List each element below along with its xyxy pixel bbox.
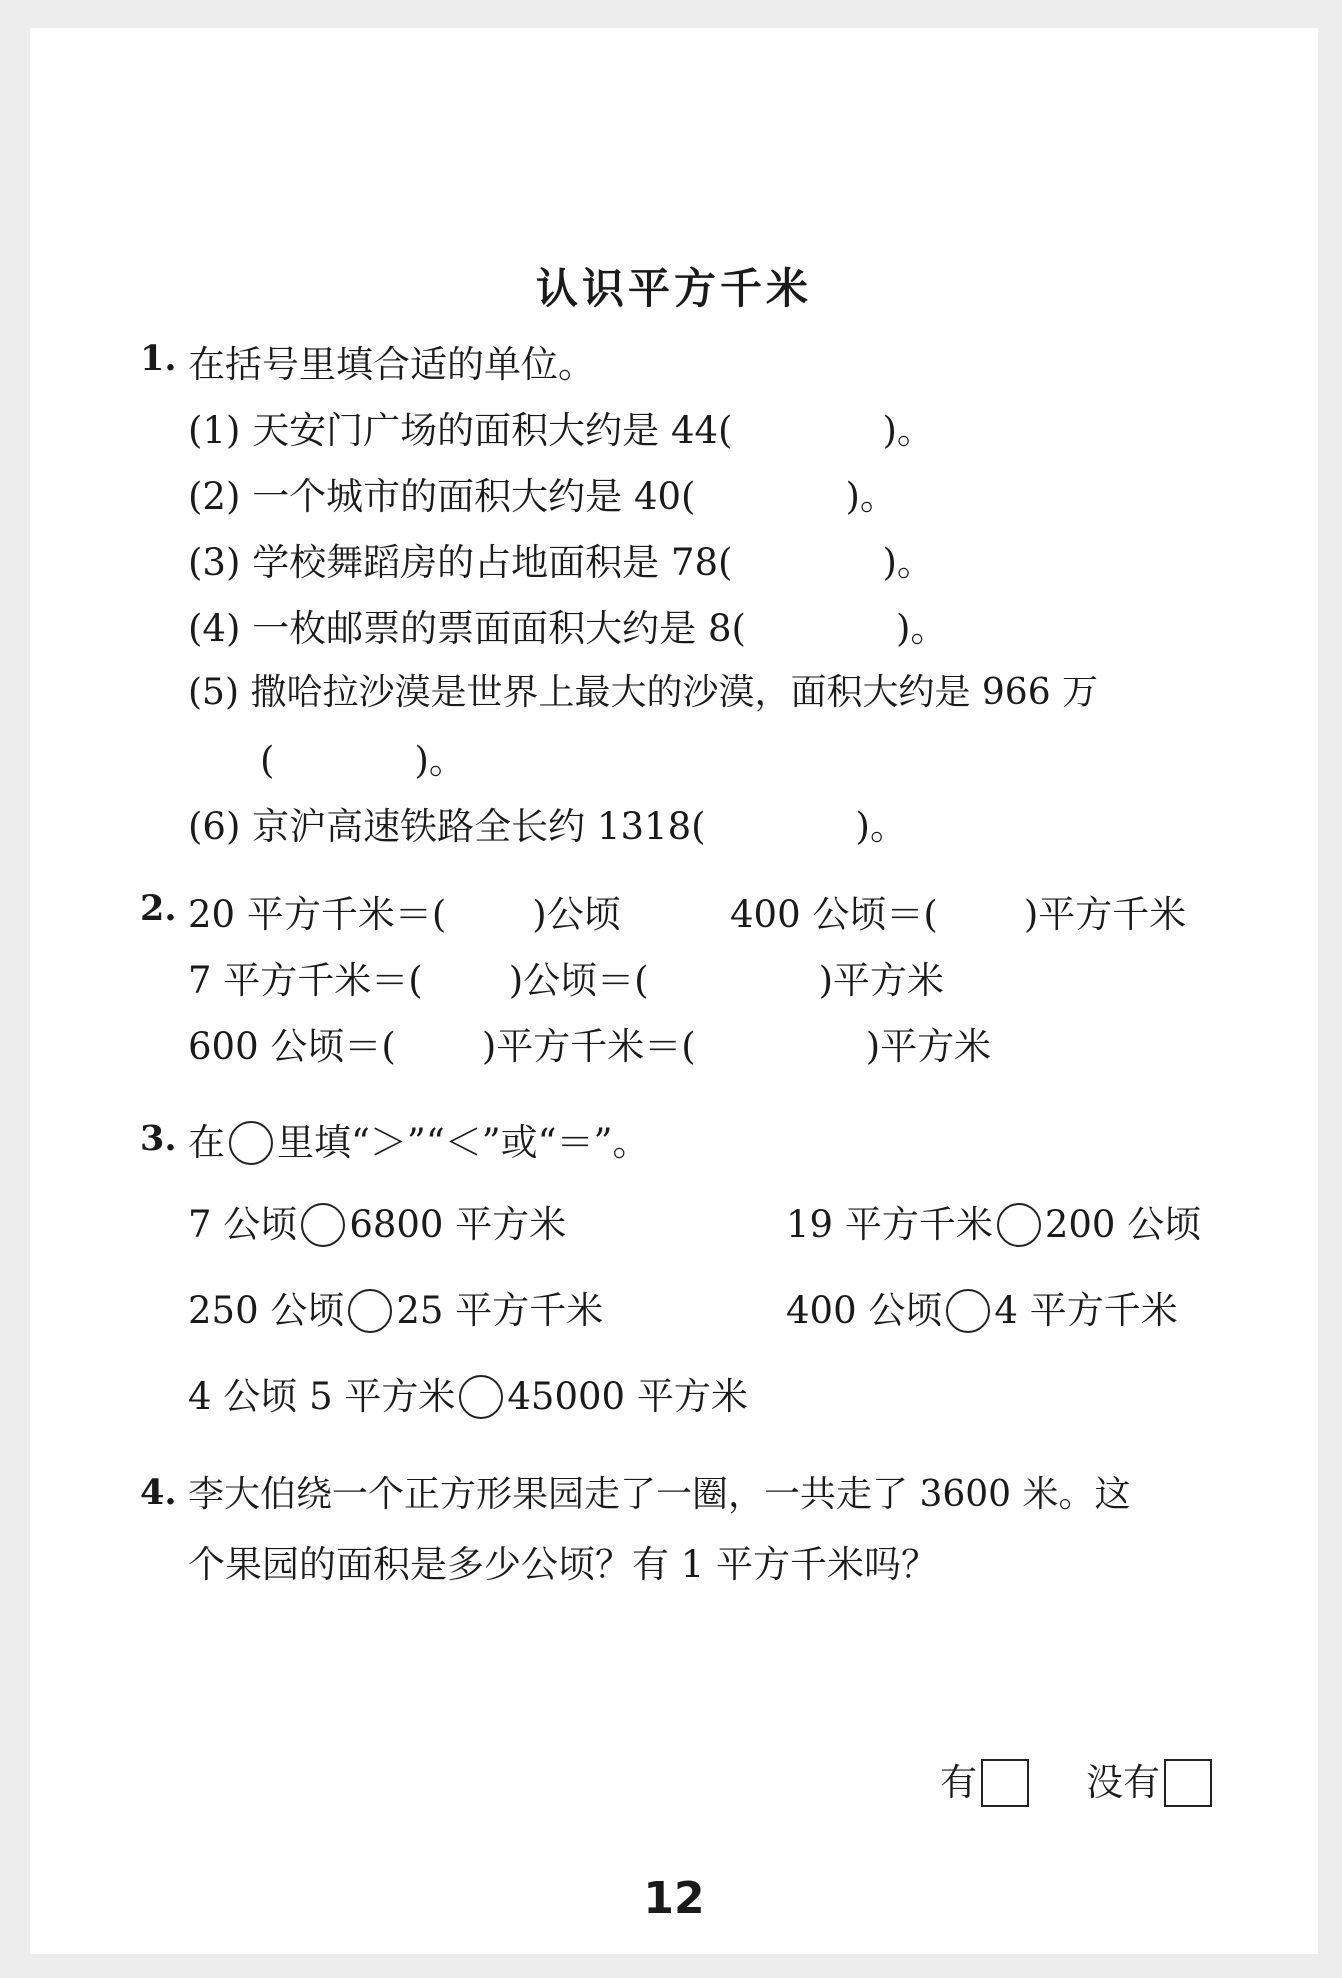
compare-circle[interactable] <box>348 1289 392 1333</box>
q4-line-2: 个果园的面积是多少公顷？有 1 平方千米吗？ <box>188 1543 939 1586</box>
q1-item-text: 撒哈拉沙漠是世界上最大的沙漠，面积大约是 966 万 <box>250 672 1099 713</box>
q3-number: 3. <box>140 1118 177 1159</box>
q3-prompt-text: 在 <box>188 1121 225 1164</box>
q1-item-label: (5) <box>188 672 239 713</box>
q1-item-6 <box>188 796 907 850</box>
compare-left: 4 公顷 5 平方米 <box>188 1375 456 1418</box>
q1-item-close: )。 <box>895 607 948 650</box>
q3-compare-2 <box>786 1194 1201 1248</box>
compare-circle[interactable] <box>301 1203 345 1247</box>
q3-prompt-text: 里填“＞”“＜”或“＝”。 <box>277 1121 650 1164</box>
q1-item-5-cont <box>260 730 466 784</box>
compare-right: 6800 平方米 <box>349 1203 567 1246</box>
q1-item-label: (6) <box>188 805 241 848</box>
q2-text: 400 公顷＝( <box>730 893 938 936</box>
compare-circle[interactable] <box>946 1289 990 1333</box>
q1-item-text: 天安门广场的面积大约是 44( <box>252 409 733 452</box>
compare-left: 19 平方千米 <box>786 1203 993 1246</box>
no-checkbox[interactable] <box>1164 1759 1212 1807</box>
q1-item-4 <box>188 598 947 652</box>
q2-text: )平方千米＝( <box>481 1025 696 1068</box>
q1-item-label: (1) <box>188 409 241 452</box>
q1-number: 1. <box>140 338 177 379</box>
compare-right: 25 平方千米 <box>396 1289 604 1332</box>
q3-compare-5 <box>188 1366 748 1420</box>
q2-text: )公顷＝( <box>508 959 649 1002</box>
q4-answer-no <box>1086 1752 1212 1807</box>
q1-item-close: )。 <box>882 541 934 584</box>
q2-number: 2. <box>140 888 177 929</box>
q1-item-2 <box>188 466 897 520</box>
q1-item-close: )。 <box>845 475 897 518</box>
q1-item-label: (4) <box>188 607 241 650</box>
q1-item-open: ( <box>260 739 275 782</box>
q2-text: )平方米 <box>818 959 945 1002</box>
q1-item-text: 学校舞蹈房的占地面积是 78( <box>252 541 733 584</box>
q3-prompt <box>188 1112 650 1166</box>
compare-right: 4 平方千米 <box>994 1289 1178 1332</box>
q2-text: 600 公顷＝( <box>188 1025 396 1068</box>
page-title: 认识平方千米 <box>535 264 812 313</box>
yes-label: 有 <box>940 1761 977 1804</box>
compare-right: 45000 平方米 <box>507 1375 748 1418</box>
q1-item-label: (2) <box>188 475 241 518</box>
q1-item-close: )。 <box>855 805 907 848</box>
q2-row-1a <box>188 884 621 938</box>
compare-circle[interactable] <box>459 1375 503 1419</box>
q4-number: 4. <box>140 1472 177 1513</box>
q1-item-3 <box>188 532 934 586</box>
q2-text: 20 平方千米＝( <box>188 893 447 936</box>
q1-item-text: 京沪高速铁路全长约 1318( <box>252 805 706 848</box>
q1-item-text: 一枚邮票的票面面积大约是 8( <box>252 607 746 650</box>
q2-row-3 <box>188 1016 991 1070</box>
q2-row-1b <box>730 884 1186 938</box>
q1-item-1 <box>188 400 934 454</box>
q3-compare-3 <box>188 1280 603 1334</box>
compare-left: 400 公顷 <box>786 1289 943 1332</box>
q2-text: 7 平方千米＝( <box>188 959 423 1002</box>
q2-text: )平方千米 <box>1023 893 1187 936</box>
q1-item-close: )。 <box>882 409 934 452</box>
q1-item-close: )。 <box>414 739 466 782</box>
compare-circle[interactable] <box>997 1203 1041 1247</box>
compare-left: 7 公顷 <box>188 1203 298 1246</box>
q1-item-text: 一个城市的面积大约是 40( <box>252 475 696 518</box>
no-label: 没有 <box>1086 1761 1160 1804</box>
q2-text: )平方米 <box>865 1025 992 1068</box>
q2-row-2 <box>188 950 944 1004</box>
circle-icon <box>229 1121 273 1165</box>
q1-item-5 <box>188 664 1098 715</box>
worksheet-page <box>30 28 1318 1954</box>
q3-compare-1 <box>188 1194 566 1248</box>
q1-prompt: 在括号里填合适的单位。 <box>188 343 595 386</box>
yes-checkbox[interactable] <box>981 1759 1029 1807</box>
q4-line-1: 李大伯绕一个正方形果园走了一圈，一共走了 3600 米。这 <box>188 1474 1131 1515</box>
page-number: 12 <box>643 1873 705 1924</box>
q1-item-label: (3) <box>188 541 241 584</box>
q2-text: )公顷 <box>532 893 621 936</box>
compare-right: 200 公顷 <box>1044 1203 1202 1246</box>
q4-answer-yes <box>940 1752 1029 1807</box>
compare-left: 250 公顷 <box>188 1289 345 1332</box>
q3-compare-4 <box>786 1280 1178 1334</box>
